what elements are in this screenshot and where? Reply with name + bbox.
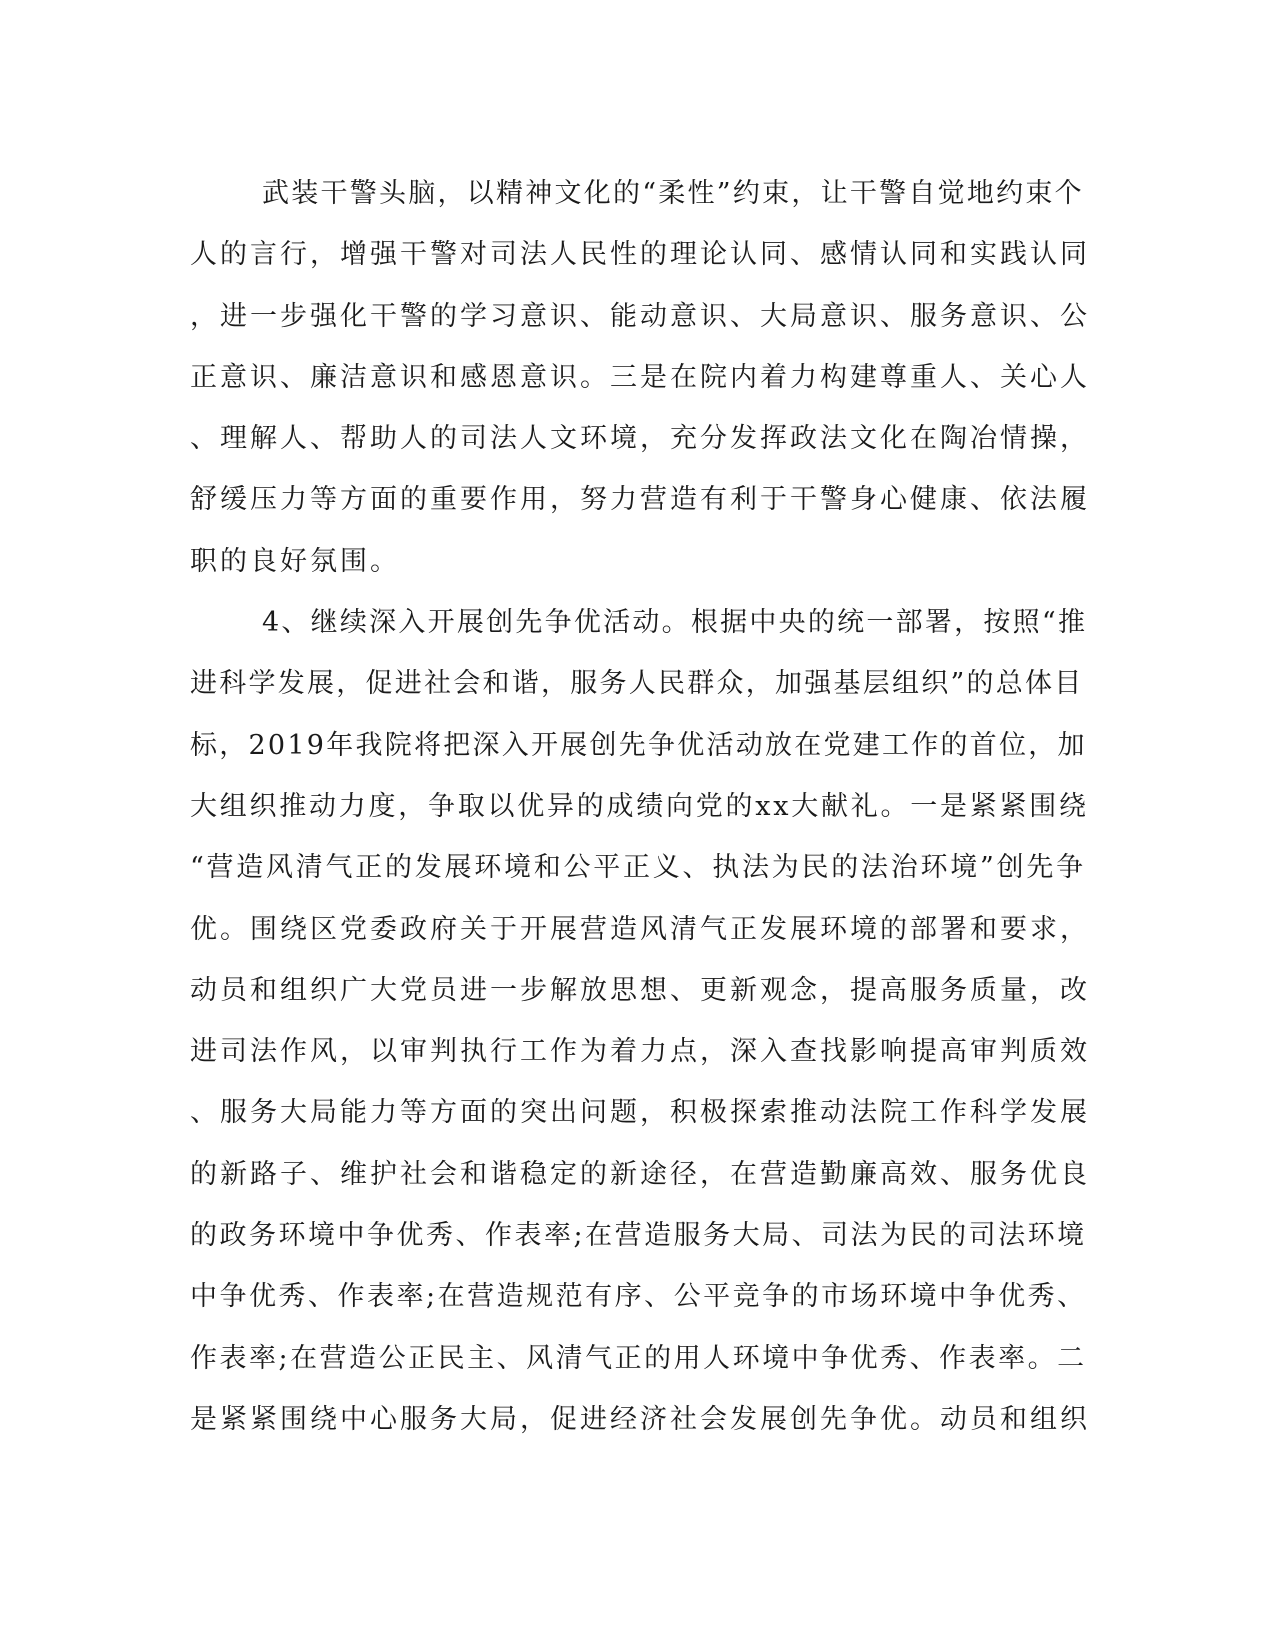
text-line: 、服务大局能力等方面的突出问题，积极探索推动法院工作科学发展 bbox=[190, 1097, 1090, 1129]
text-line: 作表率;在营造公正民主、风清气正的用人环境中争优秀、作表率。二 bbox=[190, 1342, 1087, 1374]
text-line: 进科学发展，促进社会和谐，服务人民群众，加强基层组织”的总体目 bbox=[190, 668, 1084, 700]
text-line: 职的良好氛围。 bbox=[190, 545, 400, 577]
text-line: 4、继续深入开展创先争优活动。根据中央的统一部署，按照“推 bbox=[262, 607, 1088, 639]
text-line: 进司法作风，以审判执行工作为着力点，深入查找影响提高审判质效 bbox=[190, 1036, 1090, 1068]
document-body bbox=[190, 163, 1090, 1450]
text-line: 、理解人、帮助人的司法人文环境，充分发挥政法文化在陶冶情操， bbox=[190, 423, 1090, 455]
text-line: 中争优秀、作表率;在营造规范有序、公平竞争的市场环境中争优秀、 bbox=[190, 1281, 1087, 1313]
text-line: “营造风清气正的发展环境和公平正义、执法为民的法治环境”创先争 bbox=[190, 852, 1086, 884]
text-line: ，进一步强化干警的学习意识、能动意识、大局意识、服务意识、公 bbox=[190, 300, 1090, 332]
text-line: 大组织推动力度，争取以优异的成绩向党的xx大献礼。一是紧紧围绕 bbox=[190, 790, 1089, 822]
text-line: 武装干警头脑，以精神文化的“柔性”约束，让干警自觉地约束个 bbox=[262, 178, 1084, 209]
text-line: 的新路子、维护社会和谐稳定的新途径，在营造勤廉高效、服务优良 bbox=[190, 1158, 1090, 1190]
text-line: 的政务环境中争优秀、作表率;在营造服务大局、司法为民的司法环境 bbox=[190, 1220, 1087, 1252]
text-line: 标，2019年我院将把深入开展创先争优活动放在党建工作的首位，加 bbox=[190, 729, 1087, 761]
text-line: 舒缓压力等方面的重要作用，努力营造有利于干警身心健康、依法履 bbox=[190, 484, 1090, 516]
text-line: 动员和组织广大党员进一步解放思想、更新观念，提高服务质量，改 bbox=[190, 974, 1090, 1006]
text-line: 是紧紧围绕中心服务大局，促进经济社会发展创先争优。动员和组织 bbox=[190, 1403, 1090, 1435]
text-line: 人的言行，增强干警对司法人民性的理论认同、感情认同和实践认同 bbox=[190, 239, 1090, 271]
text-line: 正意识、廉洁意识和感恩意识。三是在院内着力构建尊重人、关心人 bbox=[190, 361, 1090, 393]
text-line: 优。围绕区党委政府关于开展营造风清气正发展环境的部署和要求， bbox=[190, 913, 1090, 945]
